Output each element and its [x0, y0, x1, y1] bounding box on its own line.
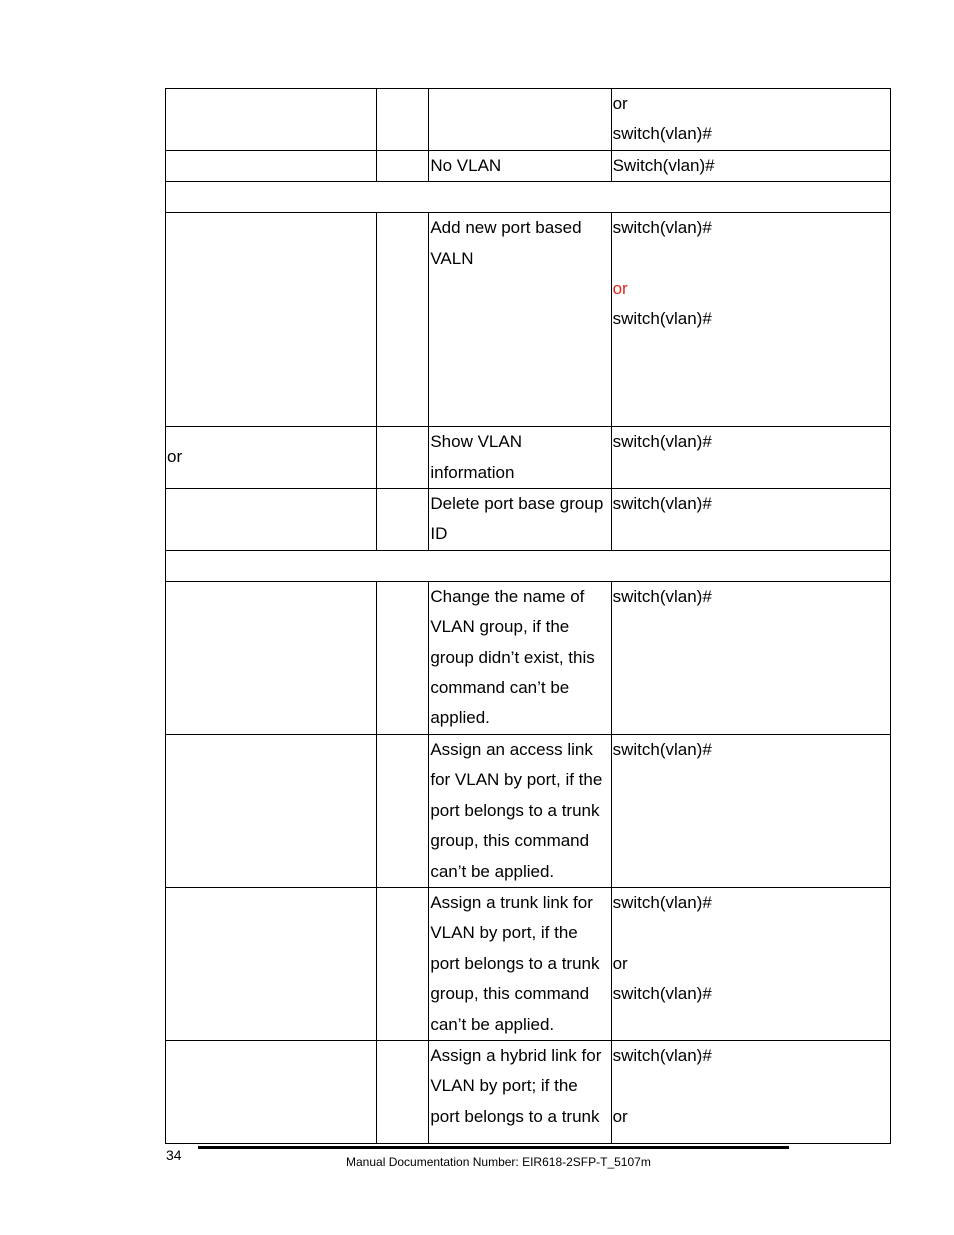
footer-rule: [198, 1146, 789, 1149]
cell-empty: [377, 734, 429, 887]
section-row: [166, 182, 891, 213]
table-row: [166, 89, 891, 151]
mode-line: switch(vlan)#: [612, 494, 712, 514]
cell-function: Assign a trunk link for VLAN by port, if the port belongs to a trunk group, this command can’t be applied.: [429, 887, 611, 1040]
cell-empty: [429, 89, 611, 151]
page-number: 34: [166, 1147, 182, 1163]
cell-empty: [166, 887, 377, 1040]
cell-mode: [611, 427, 890, 489]
cell-function: Assign an access link for VLAN by port, if the port belongs to a trunk group, this command can’t be applied.: [429, 734, 611, 887]
cell-function: Show VLAN information: [429, 427, 611, 489]
table-row: [166, 427, 891, 489]
mode-line: switch(vlan)#: [612, 739, 712, 759]
mode-line: switch(vlan)#: [612, 892, 712, 912]
cell-function: Change the name of VLAN group, if the group didn’t exist, this command can’t be applied.: [429, 581, 611, 734]
cell-empty: [166, 213, 377, 427]
table-row: [166, 213, 891, 427]
mode-line: switch(vlan)#: [612, 984, 712, 1004]
cell-command: or: [166, 427, 377, 489]
vlan-command-table: [165, 88, 891, 1144]
cell-empty: [166, 734, 377, 887]
spacer: [613, 1071, 890, 1101]
mode-line: switch(vlan)#: [612, 218, 712, 238]
cell-mode: [611, 150, 890, 181]
cell-mode: [611, 581, 890, 734]
cell-empty: [377, 150, 429, 181]
cell-empty: [166, 489, 377, 551]
cell-mode: [611, 213, 890, 427]
cell-mode: [611, 489, 890, 551]
mode-line: Switch(vlan)#: [612, 155, 715, 175]
mode-or-highlight: or: [612, 279, 628, 299]
cell-mode: [611, 1040, 890, 1143]
cell-mode: [611, 887, 890, 1040]
cell-mode: [611, 734, 890, 887]
cell-empty: [377, 887, 429, 1040]
table-row: [166, 581, 891, 734]
doc-number: Manual Documentation Number: EIR618-2SFP-T_5107m: [346, 1155, 651, 1169]
mode-line: or: [612, 953, 628, 973]
cell-empty: [166, 581, 377, 734]
table-row: [166, 734, 891, 887]
table-row: [166, 887, 891, 1040]
cell-function: Add new port based VALN: [429, 213, 611, 427]
table-row: [166, 150, 891, 181]
section-row: [166, 550, 891, 581]
cell-empty: [377, 427, 429, 489]
cell-empty: [377, 89, 429, 151]
cell-mode: [611, 89, 890, 151]
mode-line: switch(vlan)#: [612, 432, 712, 452]
mode-line: or: [612, 94, 628, 113]
cell-empty: [377, 213, 429, 427]
cell-empty: [377, 1040, 429, 1143]
mode-line: switch(vlan)#: [612, 1045, 712, 1065]
mode-line: switch(vlan)#: [612, 586, 712, 606]
cell-function: No VLAN: [429, 150, 611, 181]
cell-empty: [166, 89, 377, 151]
mode-line: switch(vlan)#: [612, 309, 712, 329]
cell-function: Assign a hybrid link for VLAN by port; if the port belongs to a trunk: [429, 1040, 611, 1143]
table-row: [166, 489, 891, 551]
cell-empty: [166, 1040, 377, 1143]
cell-empty: [377, 581, 429, 734]
cell-empty: [377, 489, 429, 551]
mode-line: or: [612, 1106, 628, 1126]
section-cell: [166, 182, 891, 213]
mode-line: switch(vlan)#: [612, 124, 712, 144]
spacer: [613, 244, 890, 274]
table-row: [166, 1040, 891, 1143]
cell-function: Delete port base group ID: [429, 489, 611, 551]
section-cell: [166, 550, 891, 581]
cell-empty: [166, 150, 377, 181]
spacer: [613, 918, 890, 948]
